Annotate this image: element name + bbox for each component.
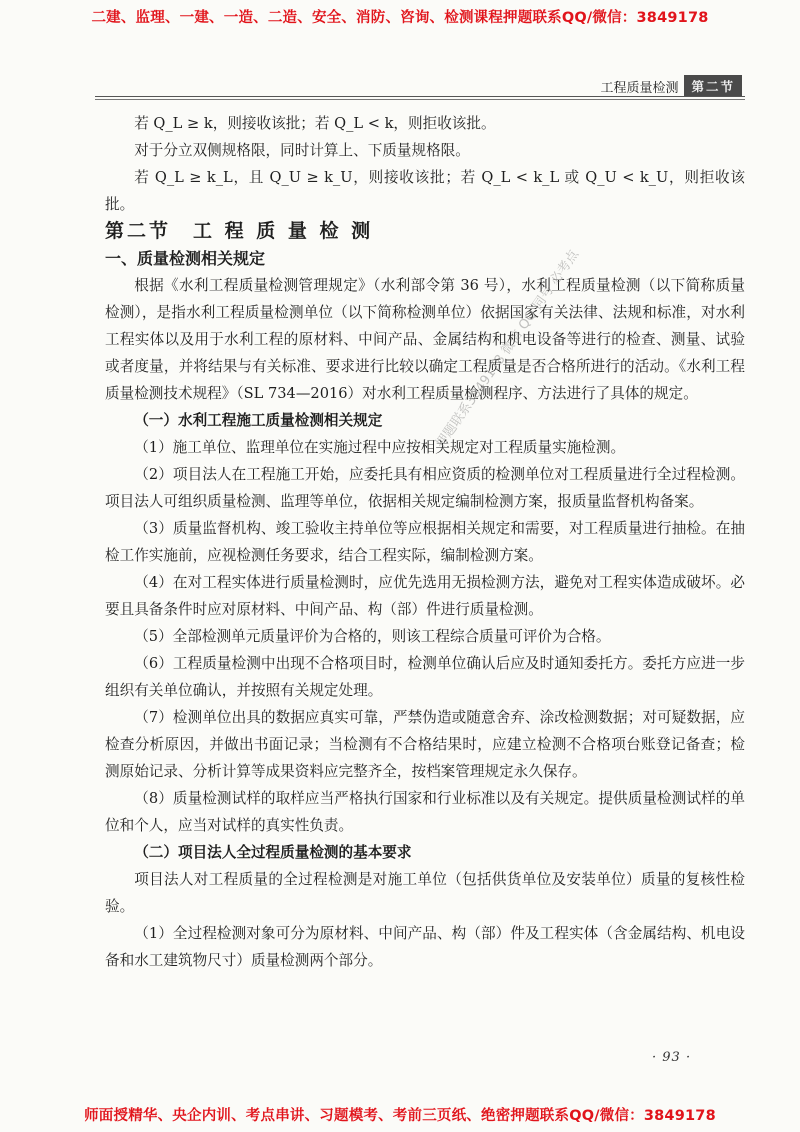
list-item: （6）工程质量检测中出现不合格项目时，检测单位确认后应及时通知委托方。委托方应进一步组织有关单位确认，并按照有关规定处理。: [105, 655, 745, 699]
intro-line: 若 Q_L ≥ k_L，且 Q_U ≥ k_U，则接收该批；若 Q_L < k_L 或 Q_U < k_U，则拒收该批。: [105, 169, 745, 213]
running-header-section: 第二节: [684, 75, 742, 97]
list-item: （1）全过程检测对象可分为原材料、中间产品、构（部）件及工程实体（含金属结构、机电设备和水工建筑物尺寸）质量检测两个部分。: [105, 925, 745, 969]
page-number: · 93 ·: [652, 1050, 692, 1065]
list-item: （4）在对工程实体进行质量检测时，应优先选用无损检测方法，避免对工程实体造成破坏。必要且具备条件时应对原材料、中间产品、构（部）件进行质量检测。: [105, 574, 745, 618]
list-item: （3）质量监督机构、竣工验收主持单位等应根据相关规定和需要，对工程质量进行抽检。在抽检工作实施前，应视检测任务要求，结合工程实际，编制检测方案。: [105, 520, 745, 564]
top-banner: 二建、监理、一建、一造、二造、安全、消防、咨询、检测课程押题联系QQ/微信：3849178: [91, 10, 709, 26]
subheading-full-process-testing: （二）项目法人全过程质量检测的基本要求: [134, 844, 412, 861]
list-item: （2）项目法人在工程施工开始，应委托具有相应资质的检测单位对工程质量进行全过程检测。项目法人可组织质量检测、监理等单位，依据相关规定编制检测方案，报质量监督机构备案。: [105, 466, 745, 510]
paragraph-b: 项目法人对工程质量的全过程检测是对施工单位（包括供货单位及安装单位）质量的复核性检验。: [105, 871, 745, 915]
paragraph-main: 根据《水利工程质量检测管理规定》（水利部令第 36 号），水利工程质量检测（以下简称质量检测），是指水利工程质量检测单位（以下简称检测单位）依据国家有关法律、法规和标准，对水利工程实体以及用于水利工程的原材料、中间产品、金属结构和机电设备等进行的检查、测量、试验或者度量，并将结果与有关标准、要求进行比较以确定工程质量是否合格所进行的活动。《水利工程质量检测技术规程》（SL 734—2016）对水利工程质量检测程序、方法进行了具体的规定。: [105, 277, 745, 402]
page-body: [105, 110, 745, 974]
subheading-construction-testing: （一）水利工程施工质量检测相关规定: [134, 412, 383, 429]
running-header-title: 工程质量检测: [600, 80, 679, 96]
section-title: 第二节 工 程 质 量 检 测: [105, 220, 374, 242]
bottom-banner: 师面授精华、央企内训、考点串讲、习题模考、考前三页纸、绝密押题联系QQ/微信：3849178: [84, 1108, 716, 1124]
list-item: （1）施工单位、监理单位在实施过程中应按相关规定对工程质量实施检测。: [134, 439, 626, 456]
list-item: （7）检测单位出具的数据应真实可靠，严禁伪造或随意舍弃、涂改检测数据；对可疑数据，应检查分析原因，并做出书面记录；当检测有不合格结果时，应建立检测不合格项台账登记备查；检测原始记录、分析计算等成果资料应完整齐全，按档案管理规定永久保存。: [105, 709, 745, 780]
header-rule: [95, 96, 745, 100]
running-header: [600, 76, 742, 96]
intro-line: 对于分立双侧规格限，同时计算上、下质量规格限。: [134, 142, 470, 159]
list-item: （5）全部检测单元质量评价为合格的，则该工程综合质量可评价为合格。: [134, 628, 611, 645]
heading-quality-testing-rules: 一、质量检测相关规定: [105, 249, 266, 268]
list-item: （8）质量检测试样的取样应当严格执行国家和行业标准以及有关规定。提供质量检测试样的单位和个人，应当对试样的真实性负责。: [105, 790, 745, 834]
watermark: 押题联系3849178 微信 QQ 同号 必考点: [433, 247, 583, 451]
intro-line: 若 Q_L ≥ k，则接收该批；若 Q_L < k，则拒收该批。: [134, 115, 496, 132]
